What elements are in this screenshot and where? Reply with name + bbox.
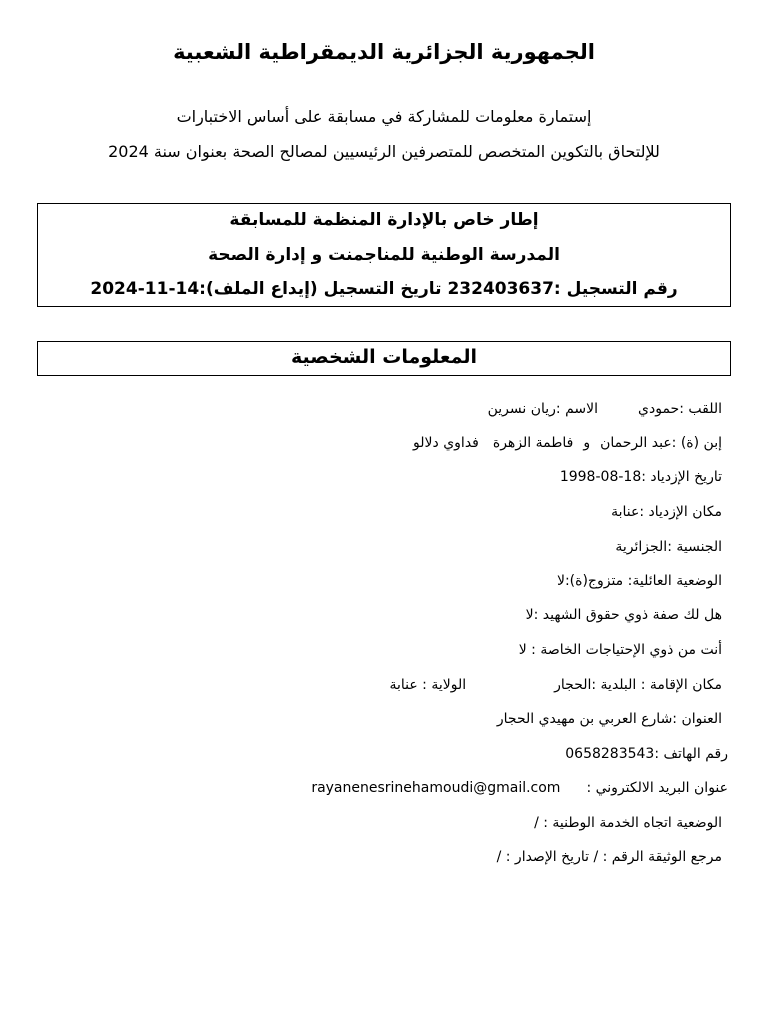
mother-name: فاطمة الزهرة	[492, 435, 574, 451]
name-row	[488, 401, 722, 417]
mother-surname: فداوي دلالو	[413, 435, 479, 451]
birth-date: تاريخ الإزدياد :18-08-1998	[559, 469, 722, 485]
phone-number: 0658283543	[565, 746, 655, 762]
email-address: rayanenesrinehamoudi@gmail.com	[311, 780, 561, 796]
personal-info-heading: المعلومات الشخصية	[290, 346, 478, 368]
residence-row	[389, 677, 722, 693]
residence-municipality: مكان الإقامة : البلدية :الحجار	[554, 677, 722, 693]
email-label: عنوان البريد الالكتروني :	[586, 780, 728, 796]
parents-row	[413, 435, 722, 451]
admin-box-title: إطار خاص بالإدارة المنظمة للمسابقة	[229, 210, 539, 230]
phone-row	[565, 746, 728, 762]
form-subtitle-line1: إستمارة معلومات للمشاركة في مسابقة على أساس الاختبارات	[176, 107, 592, 126]
school-name: المدرسة الوطنية للمناجمنت و إدارة الصحة	[208, 245, 560, 265]
firstname: الاسم :ريان نسرين	[487, 401, 599, 417]
military-service: الوضعية اتجاه الخدمة الوطنية : /	[534, 815, 722, 831]
father-name: إبن (ة) :عبد الرحمان	[600, 435, 722, 451]
martyr-rights: هل لك صفة ذوي حقوق الشهيد :لا	[525, 607, 722, 623]
personal-info-header	[37, 341, 731, 376]
surname: اللقب :حمودي	[638, 401, 722, 417]
document-reference: مرجع الوثيقة الرقم : / تاريخ الإصدار : /	[496, 849, 722, 865]
address: العنوان :شارع العربي بن مهيدي الحجار	[496, 711, 722, 727]
birth-place: مكان الإزدياد :عنابة	[611, 504, 722, 520]
nationality: الجنسية :الجزائرية	[615, 539, 722, 555]
special-needs: أنت من ذوي الإحتياجات الخاصة : لا	[518, 642, 722, 658]
residence-province: الولاية : عنابة	[389, 677, 467, 693]
page-title: الجمهورية الجزائرية الديمقراطية الشعبية	[173, 40, 595, 64]
admin-box	[37, 203, 731, 307]
email-row	[311, 780, 728, 796]
form-subtitle-line2: للإلتحاق بالتكوين المتخصص للمتصرفين الرئيسيين لمصالح الصحة بعنوان سنة 2024	[108, 142, 660, 161]
family-status: الوضعية العائلية: متزوج(ة):لا	[556, 573, 722, 589]
phone-label: رقم الهاتف :	[654, 746, 728, 762]
registration-info: رقم التسجيل :232403637 تاريخ التسجيل (إيداع الملف):14-11-2024	[90, 279, 678, 299]
parents-conjunction: و	[583, 435, 591, 451]
